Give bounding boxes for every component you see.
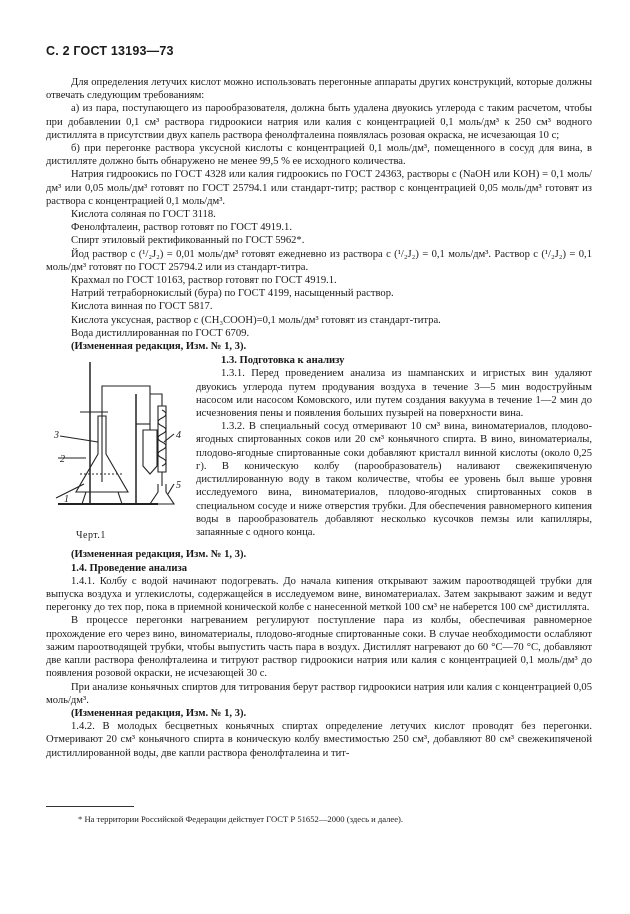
figure-label-5: 5 [176,480,181,492]
reagent-acetic: Кислота уксусная, раствор c (CH₃COOH)=0,1 моль/дм³ готовят из стандарт-титра. [71,314,441,326]
requirement-a: а) из пара, поступающего из парообразователя, должна быть удалена двуокись углерода с таким расчетом, чтобы при добавлении 0,1 см³ раствора гидроокиси натрия или калия с концентрацией 0,1 моль/дм³ к 250 см³ водного дистиллята в присутствии двух капель раствора фенолфталеина появлялась розовая окраска, не исчезающая 10 с; [46,103,592,141]
reagent-water: Вода дистиллированная по ГОСТ 6709. [71,327,250,339]
figure-label-3: 3 [54,430,59,442]
intro-paragraph: Для определения летучих кислот можно использовать перегонные аппараты других конструкций, которые должны отвечать следующим требованиям: [46,77,592,102]
page-header: С. 2 ГОСТ 13193—73 [46,44,174,58]
figure-label-1: 1 [64,494,69,506]
figure-label-4: 4 [176,430,181,442]
amendment-note-3: (Измененная редакция, Изм. № 1, 3). [71,707,247,719]
amendment-note-2: (Измененная редакция, Изм. № 1, 3). [71,549,247,561]
reagent-hcl: Кислота соляная по ГОСТ 3118. [71,209,216,221]
reagent-naoh: Натрия гидроокись по ГОСТ 4328 или калия гидроокись по ГОСТ 24363, растворы c (NaOH или KOH) = 0,1 моль/дм³ или 0,05 моль/дм³ готовят по ГОСТ 25794.1 или стандарт-титр; раствор с концентрацией 0,05 моль/дм³ готовят из раствора с концентрацией 0,1 моль/дм³. [46,169,592,207]
section-1-4-heading: 1.4. Проведение анализа [71,562,187,574]
reagent-ethanol: Спирт этиловый ректификованный по ГОСТ 5962*. [71,235,305,247]
reagent-phenolphthalein: Фенолфталеин, раствор готовят по ГОСТ 4919.1. [71,222,292,234]
paragraph-1-3-1: 1.3.1. Перед проведением анализа из шампанских и игристых вин удаляют двуокись углерода путем продувания воздуха в течение 3—5 мин водоструйным насосом или насосом Комовского, или путем создания вакуума в течение 1—2 мин до исчезновения пены и появления больших пузырей на поверхности вина. [196,368,592,420]
paragraph-1-4-1-c: При анализе коньячных спиртов для титрования берут раствор гидроокиси натрия или калия с концентрацией 0,05 моль/дм³. [46,681,592,706]
reagent-iodine: Йод раствор c (¹/₂J₂) = 0,01 моль/дм³ готовят ежедневно из раствора c (¹/₂J₂) = 0,1 моль/дм³. Раствор c (¹/₂J₂) = 0,1 моль/дм³ готовят по ГОСТ 25794.2 или из стандарт-титра. [46,248,592,273]
footnote-divider [46,806,134,807]
amendment-note-1: (Измененная редакция, Изм. № 1, 3). [71,341,247,353]
distillation-apparatus-drawing [46,354,196,544]
paragraph-1-4-1-b: В процессе перегонки нагреванием регулируют поступление пара из колбы, обеспечивая равномерное прохождение его через вино, виноматериалы, плодово-ягодные спиртованные соки. В случае необходимости ослабляют зажим пароотводящей трубки, чтобы выпустить часть пара в воздух. Дистиллят нагревают до 60 °С—70 °С, добавляют две капли раствора фенолфталеина и титруют раствор гидроокиси натрия или калия с концентрацией 0,1 моль/дм³ до появления розовой окраски, не исчезающей 30 с. [46,615,592,680]
reagent-tartaric: Кислота винная по ГОСТ 5817. [71,301,213,313]
figure-caption: Черт.1 [76,530,106,542]
requirement-b: б) при перегонке раствора уксусной кислоты с концентрацией 0,1 моль/дм³, помещенного в сосуд для вина, в дистилляте должно быть обнаружено не менее 99,5 % ее исходного количества. [46,143,592,168]
section-1-3-heading: 1.3. Подготовка к анализу [221,355,345,367]
figure-column [46,354,196,548]
reagent-starch: Крахмал по ГОСТ 10163, раствор готовят по ГОСТ 4919.1. [71,275,337,287]
paragraph-1-3-2: 1.3.2. В специальный сосуд отмеривают 10 см³ вина, виноматериалов, плодово-ягодных спиртованных соков или 20 см³ коньячного спирта. В вино, виноматериалы, плодово-ягодные спиртованные соки добавляют кристалл винной кислоты (около 0,25 г). В коническую колбу (парообразователь) наливают свежекипяченую дистиллированную воду в таком количестве, чтобы ее уровень был выше уровня исследуемого вина, виноматериалов, плодово-ягодных спиртованных соков в специальном сосуде и ниже отверстия трубки. Для обеспечения равномерного кипения воды в парообразователь добавляют несколько кусочков пемзы или капилляры, запаянные с одного конца. [196,421,592,538]
footnote: * На территории Российской Федерации действует ГОСТ Р 51652—2000 (здесь и далее). [78,814,404,824]
body-text [46,76,592,760]
figure-label-2: 2 [60,454,65,466]
figure-section [46,354,592,548]
right-column [196,354,592,548]
paragraph-1-4-1: 1.4.1. Колбу с водой начинают подогревать. До начала кипения открывают зажим пароотводящей трубки для выпуска воздуха и углекислоты, содержащейся в исследуемом вине, виноматериалах. Затем закрывают зажим и ведут перегонку до тех пор, пока в приемной конической колбе с нанесенной меткой 100 см³ не наберется 100 см³ дистиллята. [46,575,592,614]
paragraph-1-4-2: 1.4.2. В молодых бесцветных коньячных спиртах определение летучих кислот проводят без перегонки. Отмеривают 20 см³ коньячного спирта в коническую колбу вместимостью 250 см³, добавляют 80 см³ свежекипяченой дистиллированной воды, две капли раствора фенолфталеина и тит- [46,721,592,759]
reagent-borax: Натрий тетраборнокислый (бура) по ГОСТ 4199, насыщенный раствор. [71,288,394,300]
